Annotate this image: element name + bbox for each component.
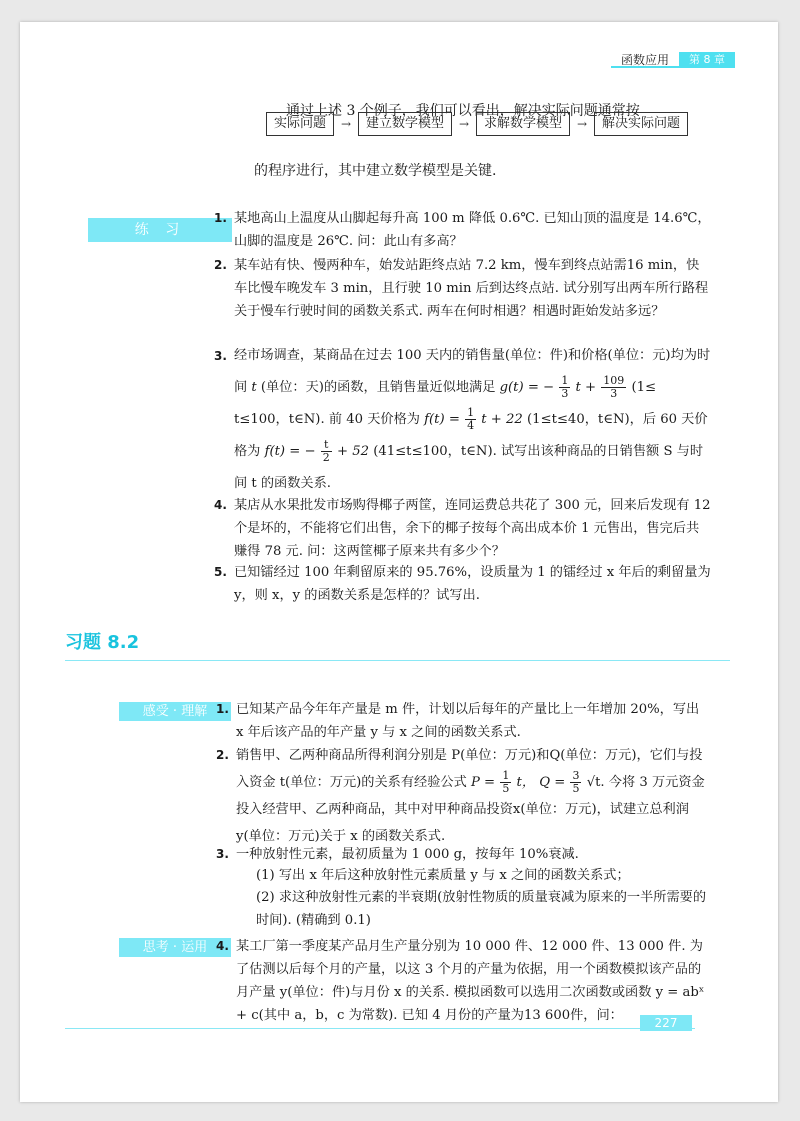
fraction: $\frac{t}{2}$ (322, 438, 330, 464)
intro-line-1: 通过上述 3 个例子，我们可以看出，解决实际问题通常按 (286, 103, 640, 119)
item-text-b: (单位：天)的函数，且销售量近似地满足 (260, 380, 496, 395)
item-text-c: (1≤ t≤100，t∈N). 前 40 天价格为 (234, 380, 657, 427)
item-text-b: 3 万元资金投入经营甲、乙两种商品，其中对甲种商品投资x(单位：万元)，试建立总利润 y(单位：万元)关于 x 的函数关系式. (236, 775, 705, 844)
arrow-right-icon: → (577, 117, 588, 131)
item-text: 某车站有快、慢两种车，始发站距终点站 7.2 km，慢车到终点站需16 min，快车比慢车晚发车 3 min，且行驶 10 min 后到达终点站. 试分别写出两车所行路程关于慢车行驶时间的函数关系式. 两车在何时相遇？相遇时距始发站多远？ (234, 258, 709, 319)
practice-item-2 (214, 254, 712, 323)
fraction: $\frac{1}{3}$ (561, 374, 569, 400)
exercise-item-3 (216, 843, 706, 866)
item-text: 已知某产品今年年产量是 m 件，计划以后每年的产量比上一年增加 20%，写出 x 年后该产品的年产量 y 与 x 之间的函数关系式. (236, 702, 700, 740)
item-text-a: 销售甲、乙两种商品所得利润分别是 P(单位：万元)和Q(单位：万元)，它们与投入资金 t(单位：万元)的关系有经验公式 (236, 748, 703, 790)
item-number: 1. (216, 702, 229, 716)
math-q: Q = (539, 775, 566, 790)
section-title: 习题 8.2 (65, 632, 140, 653)
flow-step-4: 解决实际问题 (594, 112, 688, 136)
footer-divider (65, 1028, 695, 1029)
item-text-e: (41≤t≤100，t∈N). 试写出该种商品的日销售额 S 与时间 t 的函数关系. (234, 444, 704, 491)
item-number: 4. (216, 939, 229, 953)
item-text: 某店从水果批发市场购得椰子两筐，连同运费总共花了 300 元，回来后发现有 12 个是坏的，不能将它们出售，余下的椰子按每个高出成本价 1 元售出，售完后共赚得 78 元. 问：这两筐椰子原来共有多少个？ (234, 498, 711, 559)
math-f2: f(t) = − (264, 444, 316, 459)
exercise-item-4 (216, 935, 706, 1027)
item-text: 已知镭经过 100 年剩留原来的 95.76%，设质量为 1 的镭经过 x 年后的剩留量为 y，则 x，y 的函数关系是怎样的？试写出. (234, 565, 711, 603)
item-number: 3. (214, 349, 227, 363)
flow-step-1: 实际问题 (266, 112, 334, 136)
math-f1: f(t) = (424, 412, 460, 427)
flow-step-3: 求解数学模型 (476, 112, 570, 136)
page-number: 227 (640, 1015, 692, 1031)
exercise-item-2 (216, 742, 706, 850)
chapter-number: 第 8 章 (679, 52, 735, 68)
flow-step-2: 建立数学模型 (358, 112, 452, 136)
intro-line-2: 的程序进行，其中建立数学模型是关键. (254, 163, 497, 179)
exercise-item-3-sub-1: (1) 写出 x 年后这种放射性元素质量 y 与 x 之间的函数关系式； (256, 868, 630, 883)
fraction: $\frac{1}{4}$ (467, 406, 475, 432)
arrow-right-icon: → (459, 117, 470, 131)
chapter-name: 函数应用 (611, 52, 679, 68)
tag-think-apply: 思考 · 运用 (119, 938, 231, 957)
item-text-d: (1≤t≤40，t∈N)，后 60 天价格为 (234, 412, 708, 459)
item-text-a: 经市场调查，某商品在过去 100 天内的销售量(单位：件)和价格(单位：元)均为时间 (234, 348, 711, 395)
item-number: 3. (216, 847, 229, 861)
running-header (611, 52, 735, 68)
math-var: t (251, 380, 257, 395)
math-p: P = (470, 775, 496, 790)
item-number: 2. (214, 258, 227, 272)
practice-item-5 (214, 561, 712, 607)
item-number: 1. (214, 211, 227, 225)
math-g-mid: t + (575, 380, 597, 395)
arrow-right-icon: → (340, 117, 352, 131)
practice-item-3 (214, 340, 712, 500)
fraction: $\frac{3}{5}$ (572, 769, 580, 795)
exercise-item-1 (216, 698, 706, 744)
practice-tag: 练 习 (88, 218, 232, 242)
math-f1-tail: t + 22 (481, 412, 523, 427)
fraction: $\frac{1}{5}$ (502, 769, 510, 795)
item-text: 某地高山上温度从山脚起每升高 100 m 降低 0.6℃. 已知山顶的温度是 14.6℃，山脚的温度是 26℃. 问：此山有多高？ (234, 211, 711, 249)
process-flowchart (266, 112, 688, 136)
exercise-item-3-sub-2: (2) 求这种放射性元素的半衰期(放射性物质的质量衰减为原来的一半所需要的时间). (精确到 0.1) (256, 890, 707, 928)
item-number: 5. (214, 565, 227, 579)
practice-item-1 (214, 207, 712, 253)
item-number: 2. (216, 748, 229, 762)
item-text: 一种放射性元素，最初质量为 1 000 g，按每年 10%衰减. (236, 847, 579, 862)
math-q-t: √t. 今将 (586, 775, 636, 790)
practice-item-4 (214, 494, 712, 563)
item-number: 4. (214, 498, 227, 512)
section-divider (65, 660, 730, 661)
fraction: $\frac{109}{3}$ (603, 374, 625, 400)
item-text: 某工厂第一季度某产品月生产量分别为 10 000 件、12 000 件、13 000 件. 为了估测以后每个月的产量，以这 3 个月的产量为依据，用一个函数模拟该产品的月产量 y(单位：件)与月份 x 的关系. 模拟函数可以选用二次函数或函数 y = abˣ + c(其中 a，b，c 为常数). 已知 4 月份的产量为13 600件，问： (236, 939, 705, 1023)
math-g: g(t) = − (499, 380, 555, 395)
math-f2-tail: + 52 (336, 444, 369, 459)
math-p-t: t， (516, 775, 536, 790)
tag-feel-understand: 感受 · 理解 (119, 702, 231, 721)
